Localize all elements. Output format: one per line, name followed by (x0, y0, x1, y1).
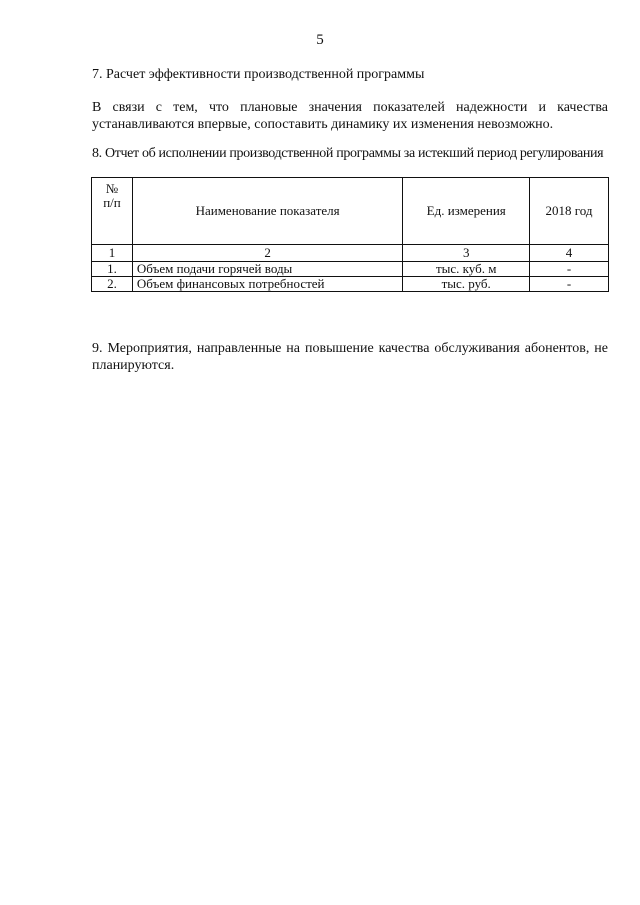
section-7-heading: 7. Расчет эффективности производственной программы (92, 67, 425, 82)
table-row (92, 277, 609, 292)
header-number-abbrev: п/п (103, 195, 121, 210)
paragraph-line: устанавливаются впервые, сопоставить динамику их изменения невозможно. (92, 117, 554, 132)
section-7-paragraph (92, 99, 608, 133)
report-table (91, 177, 609, 292)
index-cell: 2 (132, 245, 402, 262)
row-value: - (530, 262, 609, 277)
table-row (92, 262, 609, 277)
index-cell: 1 (92, 245, 133, 262)
header-indicator-name: Наименование показателя (132, 178, 402, 245)
header-number-symbol: № (105, 181, 119, 196)
row-indicator-name: Объем подачи горячей воды (132, 262, 402, 277)
paragraph-line: В связи с тем, что плановые значения показателей надежности и качества (92, 100, 608, 115)
row-unit: тыс. куб. м (403, 262, 530, 277)
index-cell: 4 (530, 245, 609, 262)
index-cell: 3 (403, 245, 530, 262)
section-9-paragraph (92, 340, 608, 374)
paragraph-line: 9. Мероприятия, направленные на повышение качества обслуживания абонентов, не (92, 341, 608, 356)
row-value: - (530, 277, 609, 292)
row-number: 2. (92, 277, 133, 292)
table-header-row (92, 178, 609, 245)
header-unit: Ед. измерения (403, 178, 530, 245)
row-number: 1. (92, 262, 133, 277)
page-number: 5 (316, 32, 324, 48)
section-8-heading: 8. Отчет об исполнении производственной программы за истекший период регулирования (92, 146, 604, 161)
row-unit: тыс. руб. (403, 277, 530, 292)
table-index-row (92, 245, 609, 262)
header-year: 2018 год (530, 178, 609, 245)
row-indicator-name: Объем финансовых потребностей (132, 277, 402, 292)
header-number (92, 178, 133, 245)
paragraph-line: планируются. (92, 358, 175, 373)
